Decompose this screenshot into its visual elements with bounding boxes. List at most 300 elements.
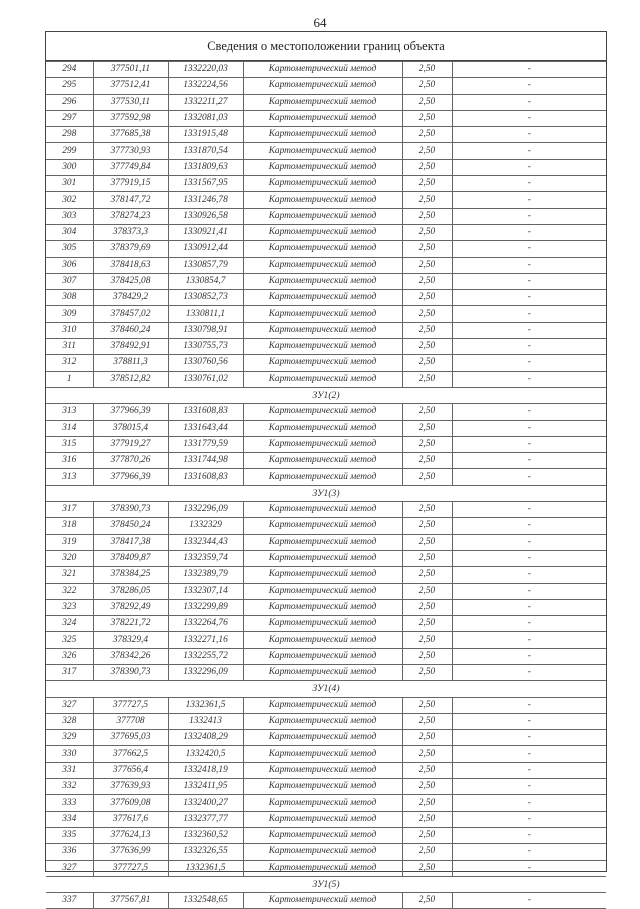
method-cell: Картометрический метод (243, 518, 402, 534)
table-row (46, 795, 606, 811)
x-coordinate-cell: 378384,25 (93, 567, 168, 583)
y-coordinate-cell: 1330760,56 (168, 355, 243, 371)
table-row (46, 371, 606, 387)
point-number-cell: 313 (46, 404, 93, 420)
method-cell: Картометрический метод (243, 322, 402, 338)
accuracy-cell: 2,50 (402, 420, 452, 436)
x-coordinate-cell: 378390,73 (93, 664, 168, 680)
table-row (46, 599, 606, 615)
accuracy-cell: 2,50 (402, 453, 452, 469)
accuracy-cell: 2,50 (402, 224, 452, 240)
y-coordinate-cell: 1330912,44 (168, 241, 243, 257)
method-cell: Картометрический метод (243, 127, 402, 143)
point-number-cell: 324 (46, 616, 93, 632)
accuracy-cell: 2,50 (402, 192, 452, 208)
y-coordinate-cell: 1330852,73 (168, 290, 243, 306)
accuracy-cell: 2,50 (402, 616, 452, 632)
accuracy-cell: 2,50 (402, 567, 452, 583)
method-cell: Картометрический метод (243, 502, 402, 518)
point-number-cell: 304 (46, 224, 93, 240)
y-coordinate-cell: 1330798,91 (168, 322, 243, 338)
description-cell: - (452, 795, 606, 811)
table-row (46, 257, 606, 273)
method-cell: Картометрический метод (243, 62, 402, 78)
accuracy-cell: 2,50 (402, 306, 452, 322)
y-coordinate-cell: 1331246,78 (168, 192, 243, 208)
x-coordinate-cell: 378390,73 (93, 502, 168, 518)
accuracy-cell: 2,50 (402, 648, 452, 664)
x-coordinate-cell: 378274,23 (93, 208, 168, 224)
x-coordinate-cell: 378450,24 (93, 518, 168, 534)
accuracy-cell: 2,50 (402, 664, 452, 680)
x-coordinate-cell: 377636,99 (93, 844, 168, 860)
table-row (46, 534, 606, 550)
point-number-cell: 301 (46, 176, 93, 192)
accuracy-cell: 2,50 (402, 469, 452, 485)
accuracy-cell: 2,50 (402, 290, 452, 306)
x-coordinate-cell: 377708 (93, 713, 168, 729)
page-number: 64 (313, 15, 327, 30)
x-coordinate-cell: 377639,93 (93, 779, 168, 795)
x-coordinate-cell: 377695,03 (93, 730, 168, 746)
point-number-cell: 331 (46, 762, 93, 778)
description-cell: - (452, 844, 606, 860)
y-coordinate-cell: 1332413 (168, 713, 243, 729)
point-number-cell: 318 (46, 518, 93, 534)
description-cell: - (452, 241, 606, 257)
point-number-cell: 327 (46, 697, 93, 713)
method-cell: Картометрический метод (243, 143, 402, 159)
table-row (46, 648, 606, 664)
x-coordinate-cell: 377609,08 (93, 795, 168, 811)
accuracy-cell: 2,50 (402, 632, 452, 648)
table-body (46, 62, 606, 909)
description-cell: - (452, 355, 606, 371)
coordinates-table (46, 61, 606, 909)
x-coordinate-cell: 377656,4 (93, 762, 168, 778)
table-row (46, 355, 606, 371)
description-cell: - (452, 713, 606, 729)
point-number-cell: 323 (46, 599, 93, 615)
y-coordinate-cell: 1332360,52 (168, 827, 243, 843)
accuracy-cell: 2,50 (402, 371, 452, 387)
y-coordinate-cell: 1331643,44 (168, 420, 243, 436)
table-row (46, 322, 606, 338)
accuracy-cell: 2,50 (402, 176, 452, 192)
method-cell: Картометрический метод (243, 78, 402, 94)
y-coordinate-cell: 1331915,48 (168, 127, 243, 143)
point-number-cell: 329 (46, 730, 93, 746)
table-row (46, 567, 606, 583)
x-coordinate-cell: 378409,87 (93, 550, 168, 566)
description-cell: - (452, 811, 606, 827)
x-coordinate-cell: 377966,39 (93, 469, 168, 485)
x-coordinate-cell: 377870,26 (93, 453, 168, 469)
point-number-cell: 305 (46, 241, 93, 257)
x-coordinate-cell: 378492,91 (93, 339, 168, 355)
x-coordinate-cell: 378342,26 (93, 648, 168, 664)
point-number-cell: 297 (46, 110, 93, 126)
method-cell: Картометрический метод (243, 224, 402, 240)
accuracy-cell: 2,50 (402, 534, 452, 550)
accuracy-cell: 2,50 (402, 811, 452, 827)
method-cell: Картометрический метод (243, 436, 402, 452)
table-row (46, 192, 606, 208)
point-number-cell: 325 (46, 632, 93, 648)
point-number-cell: 327 (46, 860, 93, 876)
table-row (46, 730, 606, 746)
x-coordinate-cell: 378418,63 (93, 257, 168, 273)
point-number-cell: 337 (46, 893, 93, 909)
x-coordinate-cell: 378811,3 (93, 355, 168, 371)
x-coordinate-cell: 378292,49 (93, 599, 168, 615)
x-coordinate-cell: 378457,02 (93, 306, 168, 322)
table-row (46, 616, 606, 632)
method-cell: Картометрический метод (243, 860, 402, 876)
section-label: ЗУ1(4) (46, 681, 606, 697)
table-row (46, 779, 606, 795)
description-cell: - (452, 176, 606, 192)
accuracy-cell: 2,50 (402, 404, 452, 420)
description-cell: - (452, 664, 606, 680)
method-cell: Картометрический метод (243, 273, 402, 289)
y-coordinate-cell: 1332081,03 (168, 110, 243, 126)
method-cell: Картометрический метод (243, 795, 402, 811)
accuracy-cell: 2,50 (402, 78, 452, 94)
method-cell: Картометрический метод (243, 697, 402, 713)
method-cell: Картометрический метод (243, 534, 402, 550)
accuracy-cell: 2,50 (402, 502, 452, 518)
accuracy-cell: 2,50 (402, 110, 452, 126)
method-cell: Картометрический метод (243, 616, 402, 632)
point-number-cell: 332 (46, 779, 93, 795)
y-coordinate-cell: 1330857,79 (168, 257, 243, 273)
method-cell: Картометрический метод (243, 110, 402, 126)
point-number-cell: 312 (46, 355, 93, 371)
section-label: ЗУ1(3) (46, 485, 606, 501)
y-coordinate-cell: 1331744,98 (168, 453, 243, 469)
y-coordinate-cell: 1332548,65 (168, 893, 243, 909)
table-row (46, 436, 606, 452)
accuracy-cell: 2,50 (402, 893, 452, 909)
y-coordinate-cell: 1331779,59 (168, 436, 243, 452)
method-cell: Картометрический метод (243, 306, 402, 322)
x-coordinate-cell: 378379,69 (93, 241, 168, 257)
table-row (46, 762, 606, 778)
table-row (46, 143, 606, 159)
point-number-cell: 330 (46, 746, 93, 762)
x-coordinate-cell: 377727,5 (93, 697, 168, 713)
table-row (46, 697, 606, 713)
method-cell: Картометрический метод (243, 827, 402, 843)
description-cell: - (452, 827, 606, 843)
x-coordinate-cell: 378373,3 (93, 224, 168, 240)
y-coordinate-cell: 1332389,79 (168, 567, 243, 583)
description-cell: - (452, 469, 606, 485)
x-coordinate-cell: 377530,11 (93, 94, 168, 110)
method-cell: Картометрический метод (243, 550, 402, 566)
x-coordinate-cell: 377730,93 (93, 143, 168, 159)
method-cell: Картометрический метод (243, 453, 402, 469)
method-cell: Картометрический метод (243, 355, 402, 371)
section-header-row (46, 681, 606, 697)
section-header-row (46, 387, 606, 403)
description-cell: - (452, 453, 606, 469)
description-cell: - (452, 762, 606, 778)
description-cell: - (452, 192, 606, 208)
point-number-cell: 317 (46, 664, 93, 680)
accuracy-cell: 2,50 (402, 94, 452, 110)
accuracy-cell: 2,50 (402, 322, 452, 338)
description-cell: - (452, 697, 606, 713)
accuracy-cell: 2,50 (402, 827, 452, 843)
y-coordinate-cell: 1332411,95 (168, 779, 243, 795)
description-cell: - (452, 420, 606, 436)
point-number-cell: 310 (46, 322, 93, 338)
description-cell: - (452, 257, 606, 273)
y-coordinate-cell: 1331608,83 (168, 404, 243, 420)
y-coordinate-cell: 1331567,95 (168, 176, 243, 192)
description-cell: - (452, 110, 606, 126)
section-header-row (46, 485, 606, 501)
y-coordinate-cell: 1330854,7 (168, 273, 243, 289)
description-cell: - (452, 518, 606, 534)
method-cell: Картометрический метод (243, 893, 402, 909)
x-coordinate-cell: 377592,98 (93, 110, 168, 126)
y-coordinate-cell: 1330811,1 (168, 306, 243, 322)
accuracy-cell: 2,50 (402, 795, 452, 811)
method-cell: Картометрический метод (243, 176, 402, 192)
point-number-cell: 335 (46, 827, 93, 843)
description-cell: - (452, 893, 606, 909)
x-coordinate-cell: 377501,11 (93, 62, 168, 78)
y-coordinate-cell: 1331870,54 (168, 143, 243, 159)
x-coordinate-cell: 377662,5 (93, 746, 168, 762)
description-cell: - (452, 208, 606, 224)
point-number-cell: 315 (46, 436, 93, 452)
table-row (46, 746, 606, 762)
y-coordinate-cell: 1332326,55 (168, 844, 243, 860)
description-cell: - (452, 273, 606, 289)
y-coordinate-cell: 1332296,09 (168, 502, 243, 518)
y-coordinate-cell: 1330921,41 (168, 224, 243, 240)
table-row (46, 110, 606, 126)
method-cell: Картометрический метод (243, 290, 402, 306)
description-cell: - (452, 583, 606, 599)
table-row (46, 893, 606, 909)
accuracy-cell: 2,50 (402, 518, 452, 534)
table-row (46, 518, 606, 534)
y-coordinate-cell: 1330926,58 (168, 208, 243, 224)
x-coordinate-cell: 378425,08 (93, 273, 168, 289)
description-cell: - (452, 62, 606, 78)
table-row (46, 404, 606, 420)
table-row (46, 208, 606, 224)
table-row (46, 78, 606, 94)
description-cell: - (452, 371, 606, 387)
method-cell: Картометрический метод (243, 648, 402, 664)
description-cell: - (452, 567, 606, 583)
point-number-cell: 320 (46, 550, 93, 566)
description-cell: - (452, 94, 606, 110)
x-coordinate-cell: 378286,05 (93, 583, 168, 599)
y-coordinate-cell: 1332220,03 (168, 62, 243, 78)
accuracy-cell: 2,50 (402, 62, 452, 78)
y-coordinate-cell: 1332408,29 (168, 730, 243, 746)
accuracy-cell: 2,50 (402, 241, 452, 257)
description-cell: - (452, 746, 606, 762)
accuracy-cell: 2,50 (402, 143, 452, 159)
method-cell: Картометрический метод (243, 567, 402, 583)
method-cell: Картометрический метод (243, 599, 402, 615)
description-cell: - (452, 534, 606, 550)
table-row (46, 290, 606, 306)
method-cell: Картометрический метод (243, 159, 402, 175)
method-cell: Картометрический метод (243, 420, 402, 436)
accuracy-cell: 2,50 (402, 273, 452, 289)
table-row (46, 453, 606, 469)
accuracy-cell: 2,50 (402, 436, 452, 452)
point-number-cell: 294 (46, 62, 93, 78)
point-number-cell: 302 (46, 192, 93, 208)
point-number-cell: 314 (46, 420, 93, 436)
x-coordinate-cell: 378429,2 (93, 290, 168, 306)
x-coordinate-cell: 377919,27 (93, 436, 168, 452)
description-cell: - (452, 502, 606, 518)
y-coordinate-cell: 1332329 (168, 518, 243, 534)
method-cell: Картометрический метод (243, 664, 402, 680)
method-cell: Картометрический метод (243, 469, 402, 485)
point-number-cell: 334 (46, 811, 93, 827)
point-number-cell: 303 (46, 208, 93, 224)
point-number-cell: 328 (46, 713, 93, 729)
y-coordinate-cell: 1332271,16 (168, 632, 243, 648)
method-cell: Картометрический метод (243, 208, 402, 224)
point-number-cell: 326 (46, 648, 93, 664)
description-cell: - (452, 224, 606, 240)
point-number-cell: 313 (46, 469, 93, 485)
point-number-cell: 306 (46, 257, 93, 273)
x-coordinate-cell: 377512,41 (93, 78, 168, 94)
description-cell: - (452, 616, 606, 632)
table-row (46, 273, 606, 289)
section-label: ЗУ1(2) (46, 387, 606, 403)
table-row (46, 306, 606, 322)
description-cell: - (452, 306, 606, 322)
x-coordinate-cell: 378329,4 (93, 632, 168, 648)
y-coordinate-cell: 1332211,27 (168, 94, 243, 110)
y-coordinate-cell: 1332361,5 (168, 860, 243, 876)
y-coordinate-cell: 1332359,74 (168, 550, 243, 566)
accuracy-cell: 2,50 (402, 355, 452, 371)
x-coordinate-cell: 377624,13 (93, 827, 168, 843)
table-row (46, 632, 606, 648)
description-cell: - (452, 860, 606, 876)
y-coordinate-cell: 1332361,5 (168, 697, 243, 713)
point-number-cell: 321 (46, 567, 93, 583)
y-coordinate-cell: 1332400,27 (168, 795, 243, 811)
y-coordinate-cell: 1330755,73 (168, 339, 243, 355)
accuracy-cell: 2,50 (402, 860, 452, 876)
description-cell: - (452, 550, 606, 566)
x-coordinate-cell: 378460,24 (93, 322, 168, 338)
point-number-cell: 307 (46, 273, 93, 289)
description-cell: - (452, 648, 606, 664)
point-number-cell: 308 (46, 290, 93, 306)
description-cell: - (452, 127, 606, 143)
accuracy-cell: 2,50 (402, 339, 452, 355)
point-number-cell: 298 (46, 127, 93, 143)
description-cell: - (452, 290, 606, 306)
method-cell: Картометрический метод (243, 779, 402, 795)
y-coordinate-cell: 1332377,77 (168, 811, 243, 827)
y-coordinate-cell: 1332307,14 (168, 583, 243, 599)
accuracy-cell: 2,50 (402, 127, 452, 143)
x-coordinate-cell: 378221,72 (93, 616, 168, 632)
description-cell: - (452, 436, 606, 452)
point-number-cell: 295 (46, 78, 93, 94)
point-number-cell: 300 (46, 159, 93, 175)
accuracy-cell: 2,50 (402, 779, 452, 795)
method-cell: Картометрический метод (243, 730, 402, 746)
description-cell: - (452, 779, 606, 795)
table-row (46, 420, 606, 436)
accuracy-cell: 2,50 (402, 208, 452, 224)
table-row (46, 224, 606, 240)
x-coordinate-cell: 378512,82 (93, 371, 168, 387)
table-row (46, 860, 606, 876)
table-row (46, 62, 606, 78)
description-cell: - (452, 143, 606, 159)
table-row (46, 664, 606, 680)
table-row (46, 241, 606, 257)
table-row (46, 94, 606, 110)
table-row (46, 844, 606, 860)
table-row (46, 811, 606, 827)
description-cell: - (452, 78, 606, 94)
coordinates-table-frame (45, 31, 607, 906)
accuracy-cell: 2,50 (402, 697, 452, 713)
method-cell: Картометрический метод (243, 257, 402, 273)
point-number-cell: 333 (46, 795, 93, 811)
method-cell: Картометрический метод (243, 844, 402, 860)
accuracy-cell: 2,50 (402, 713, 452, 729)
y-coordinate-cell: 1332420,5 (168, 746, 243, 762)
description-cell: - (452, 730, 606, 746)
method-cell: Картометрический метод (243, 339, 402, 355)
x-coordinate-cell: 377966,39 (93, 404, 168, 420)
description-cell: - (452, 404, 606, 420)
accuracy-cell: 2,50 (402, 844, 452, 860)
point-number-cell: 317 (46, 502, 93, 518)
y-coordinate-cell: 1332264,76 (168, 616, 243, 632)
accuracy-cell: 2,50 (402, 730, 452, 746)
accuracy-cell: 2,50 (402, 583, 452, 599)
table-row (46, 469, 606, 485)
x-coordinate-cell: 377617,6 (93, 811, 168, 827)
y-coordinate-cell: 1332255,72 (168, 648, 243, 664)
accuracy-cell: 2,50 (402, 550, 452, 566)
table-row (46, 502, 606, 518)
x-coordinate-cell: 378015,4 (93, 420, 168, 436)
table-row (46, 713, 606, 729)
point-number-cell: 322 (46, 583, 93, 599)
table-row (46, 583, 606, 599)
x-coordinate-cell: 377685,38 (93, 127, 168, 143)
method-cell: Картометрический метод (243, 762, 402, 778)
method-cell: Картометрический метод (243, 811, 402, 827)
x-coordinate-cell: 377567,81 (93, 893, 168, 909)
